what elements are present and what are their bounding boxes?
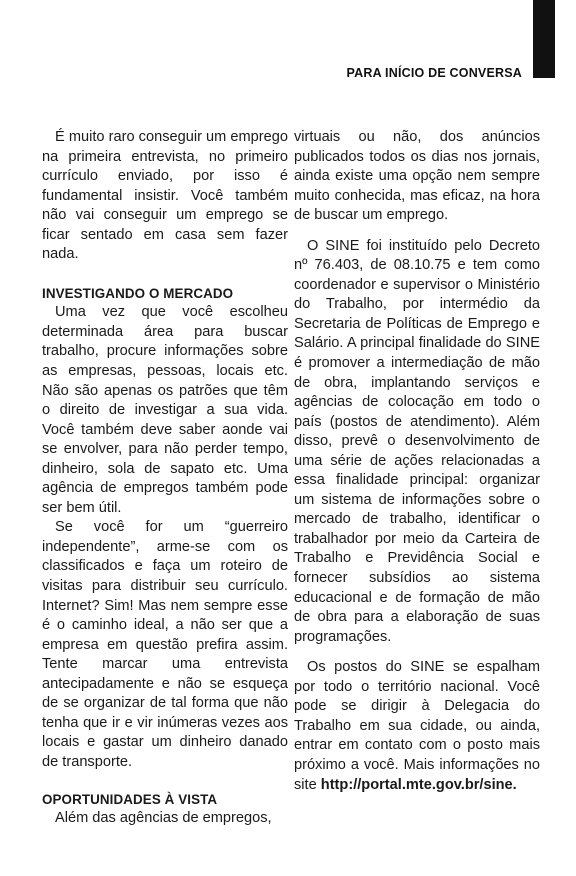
right-column bbox=[294, 128, 540, 795]
paragraph-guerreiro: Se você for um “guerreiro independente”, arme-se com os classificados e faça um roteiro de visitas para distribuir seu currículo. Internet? Sim! Mas nem sempre esse é o caminho ideal, a não ser que a empresa em questão prefira assim. Tente marcar uma entrevista antecipadamente e não se esqueça de se organizar de tal forma que não tenha que ir e vir inúmeras vezes aos locais e gastar um dinheiro danado de transporte. bbox=[42, 519, 288, 770]
paragraph-alem-das-agencias: Além das agências de empregos, bbox=[55, 810, 272, 827]
paragraph-sine: O SINE foi instituído pelo Decreto nº 76.403, de 08.10.75 e tem como coordenador e supervisor o Ministério do Trabalho, por intermédio da Secretaria de Políticas de Emprego e Salário. A principal finalidade do SINE é promover a intermediação de mão de obra, implantando serviços e agências de colocação em todo o país (postos de atendimento). Além disso, prevê o desenvolvimento de uma série de ações relacionadas a essa finalidade principal: organizar um sistema de informações sobre o mercado de trabalho, identificar o trabalhador por meio da Carteira de Trabalho e Previdência Social e fornecer subsídios ao sistema educacional e de formação de mão de obra para a elaboração de suas programações. bbox=[294, 237, 540, 645]
paragraph-continuation: virtuais ou não, dos anúncios publicados todos os dias nos jornais, ainda existe uma opção nem sempre muito conhecida, mas eficaz, na hora de buscar um emprego. bbox=[294, 129, 540, 224]
section-heading-investigando: INVESTIGANDO O MERCADO bbox=[42, 285, 234, 301]
chapter-tab-marker bbox=[533, 0, 555, 78]
postos-text: Os postos do SINE se espalham por todo o território nacional. Você pode se dirigir à Delegacia do Trabalho em sua cidade, ou ainda, entrar em contato com o posto mais próximo a você. Mais informações no site bbox=[294, 659, 540, 793]
paragraph-uma-vez: Uma vez que você escolheu determinada área para buscar trabalho, procure informações sobre as empresas, pessoas, locais etc. Não são apenas os patrões que têm o direito de investigar a sua vida. Você também deve saber aonde vai se envolver, para não perder tempo, dinheiro, sola de sapato etc. Uma agência de empregos também pode ser bem útil. bbox=[42, 304, 288, 516]
chapter-header: PARA INÍCIO DE CONVERSA bbox=[346, 66, 522, 80]
sine-url-link[interactable]: http://portal.mte.gov.br/sine. bbox=[320, 776, 517, 793]
intro-paragraph: É muito raro conseguir um emprego na primeira entrevista, no primeiro currículo enviado, por isso é fundamental insistir. Você também não vai conseguir um emprego se ficar sentado em casa sem fazer nada. bbox=[42, 129, 288, 263]
section-heading-oportunidades: OPORTUNIDADES À VISTA bbox=[42, 791, 218, 807]
left-column bbox=[42, 128, 288, 829]
paragraph-postos bbox=[294, 658, 540, 795]
